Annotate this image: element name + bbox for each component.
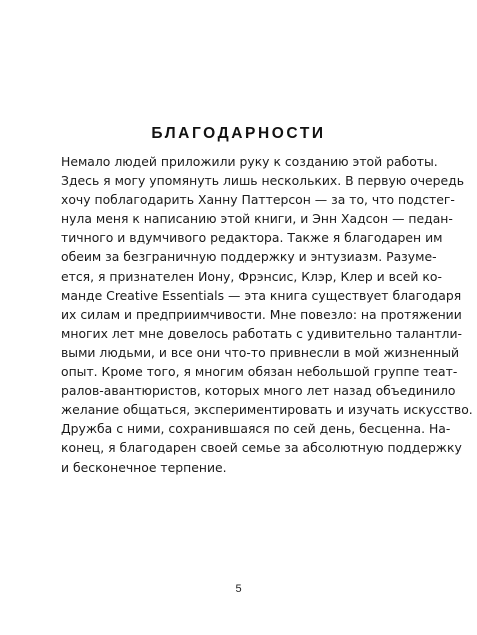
text-line: Немало людей приложили руку к созданию этой работы. bbox=[61, 154, 438, 169]
text-line: нула меня к написанию этой книги, и Энн Хадсон — педан- bbox=[61, 211, 453, 227]
text-line: и бесконечное терпение. bbox=[61, 459, 227, 475]
text-line: ралов-авантюристов, которых много лет назад объединило bbox=[61, 383, 456, 399]
acknowledgements-paragraph bbox=[61, 152, 473, 477]
text-line: многих лет мне довелось работать с удивительно талантли- bbox=[61, 325, 462, 341]
text-line: конец, я благодарен своей семье за абсолютную поддержку bbox=[61, 440, 462, 456]
text-line: манде Creative Essentials — эта книга существует благодаря bbox=[61, 287, 462, 303]
page-number: 5 bbox=[235, 583, 242, 595]
text-line: опыт. Кроме того, я многим обязан небольшой группе теат- bbox=[61, 364, 458, 380]
text-line: обеим за безграничную поддержку и энтузиазм. Разуме- bbox=[61, 249, 437, 265]
text-line: выми людьми, и все они что-то привнесли в мой жизненный bbox=[61, 344, 460, 360]
text-line: их силам и предприимчивости. Мне повезло: на протяжении bbox=[61, 306, 462, 322]
text-line: желание общаться, экспериментировать и изучать искусство. bbox=[61, 402, 473, 418]
page-heading: БЛАГОДАРНОСТИ bbox=[151, 125, 326, 142]
text-line: ется, я признателен Иону, Фрэнсис, Клэр, Клер и всей ко- bbox=[61, 268, 442, 284]
text-line: тичного и вдумчивого редактора. Также я благодарен им bbox=[61, 230, 443, 246]
text-line: Здесь я могу упомянуть лишь нескольких. В первую очередь bbox=[61, 173, 465, 189]
text-line: хочу поблагодарить Ханну Паттерсон — за то, что подстег- bbox=[61, 192, 455, 208]
text-line: Дружба с ними, сохранившаяся по сей день, бесценна. На- bbox=[61, 421, 451, 437]
